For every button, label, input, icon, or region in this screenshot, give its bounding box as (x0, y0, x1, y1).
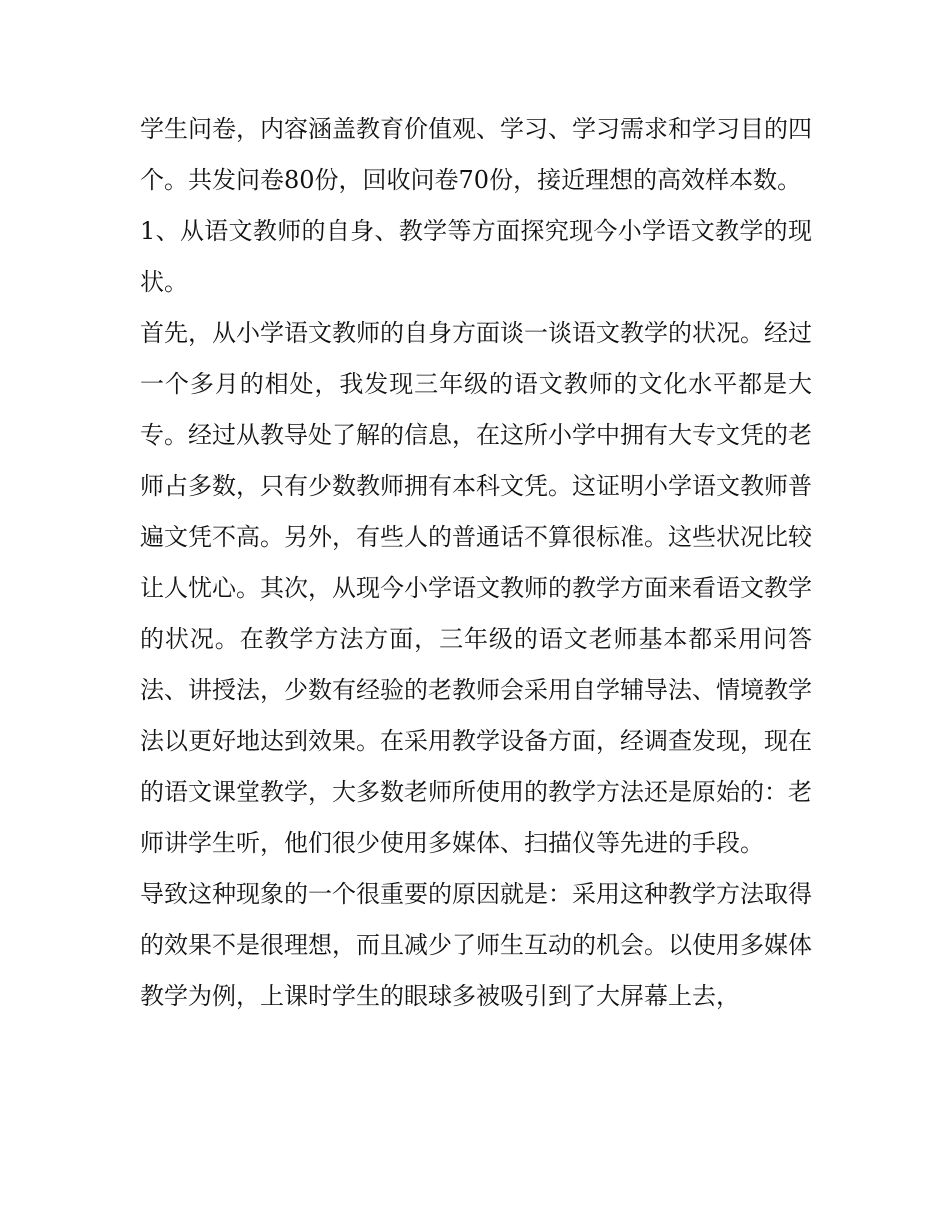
document-page (140, 104, 812, 1022)
paragraph-survey-intro: 学生问卷，内容涵盖教育价值观、学习、学习需求和学习目的四个。共发问卷80份，回收问卷70份，接近理想的高效样本数。 (140, 115, 812, 194)
paragraph-teacher-status: 首先，从小学语文教师的自身方面谈一谈语文教学的状况。经过一个多月的相处，我发现三年级的语文教师的文化水平都是大专。经过从教导处了解的信息，在这所小学中拥有大专文凭的老师占多数，只有少数教师拥有本科文凭。这证明小学语文教师普遍文凭不高。另外，有些人的普通话不算很标准。这些状况比较让人忧心。其次，从现今小学语文教师的教学方面来看语文教学的状况。在教学方法方面，三年级的语文老师基本都采用问答法、讲授法，少数有经验的老教师会采用自学辅导法、情境教学法以更好地达到效果。在采用教学设备方面，经调查发现，现在的语文课堂教学，大多数老师所使用的教学方法还是原始的：老师讲学生听，他们很少使用多媒体、扫描仪等先进的手段。 (140, 319, 812, 857)
paragraph-section-heading: 1、从语文教师的自身、教学等方面探究现今小学语文教学的现状。 (140, 217, 812, 296)
paragraph-cause-analysis: 导致这种现象的一个很重要的原因就是：采用这种教学方法取得的效果不是很理想，而且减少了师生互动的机会。以使用多媒体教学为例，上课时学生的眼球多被吸引到了大屏幕上去， (140, 880, 812, 1010)
